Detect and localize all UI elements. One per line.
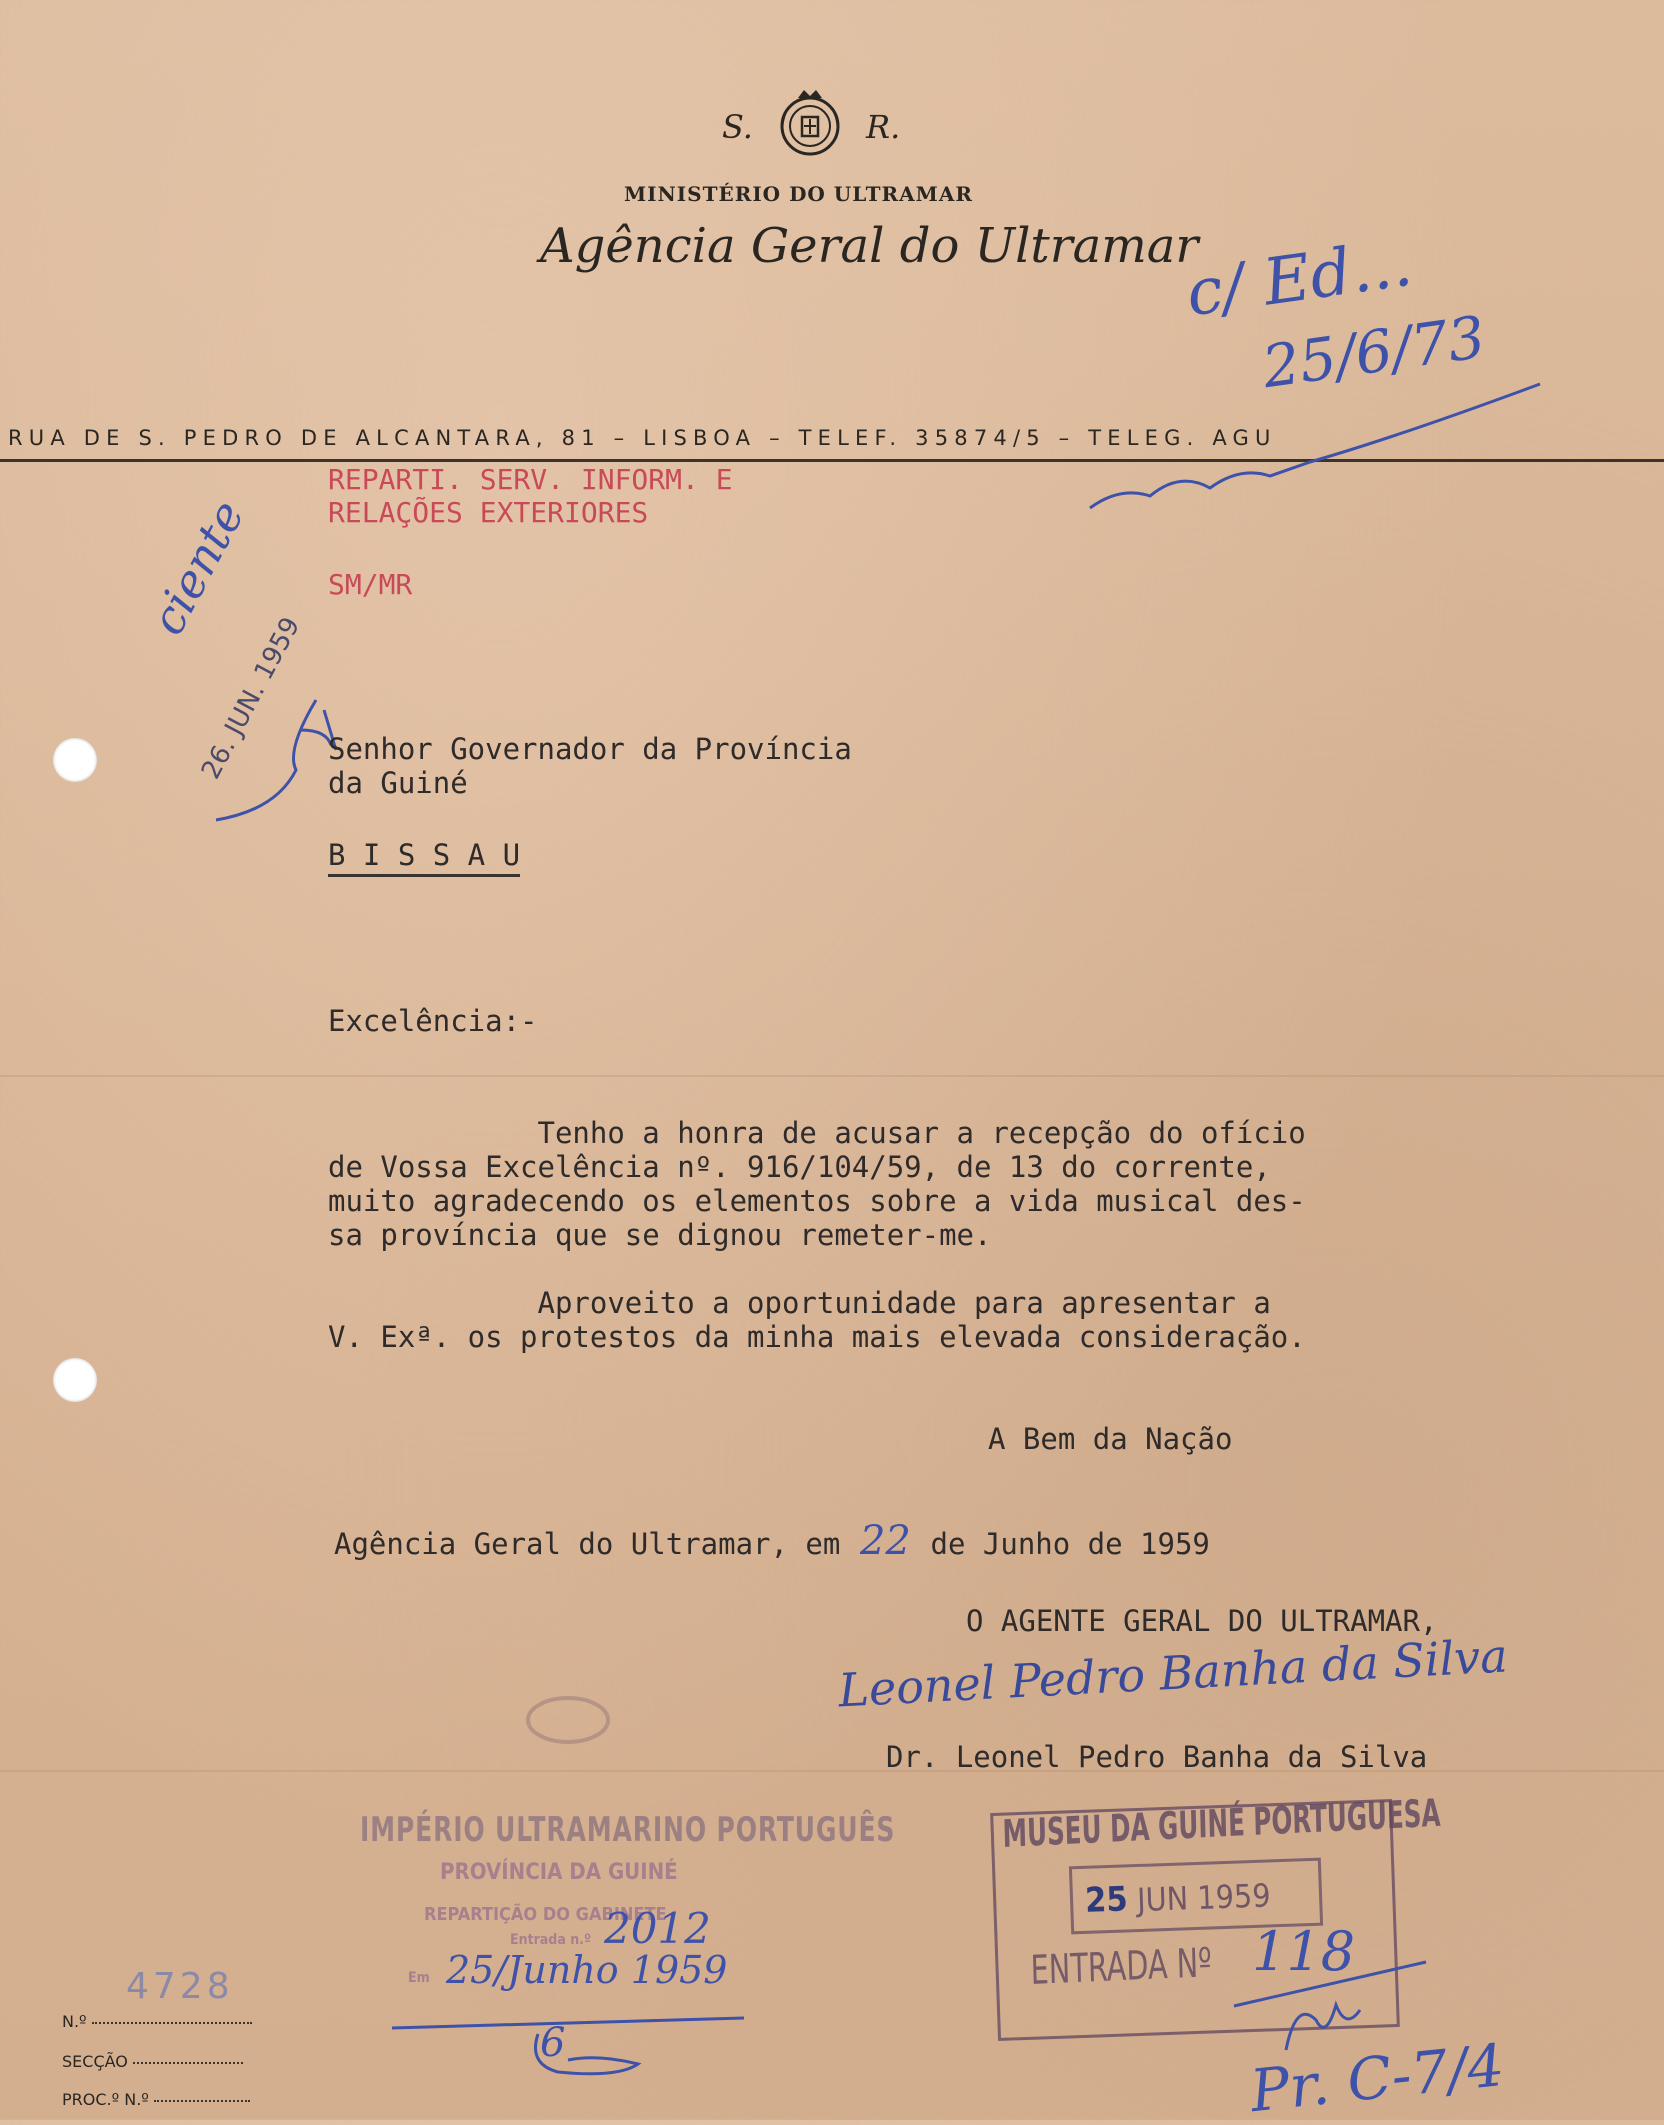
recipient-line1: Senhor Governador da Província: [328, 732, 852, 766]
date-line: [334, 1518, 1210, 1564]
form-dotted-line: [92, 2022, 252, 2024]
annotation-top-line2: 25/6/73: [1258, 302, 1490, 402]
reference-department-line1: REPARTI. SERV. INFORM. E: [328, 463, 733, 496]
date-day-handwritten: 22: [859, 1518, 911, 1564]
handwritten-signature: Leonel Pedro Banha da Silva: [837, 1628, 1509, 1718]
recipient-line2: da Guiné: [328, 766, 468, 800]
form-row-processo: [62, 2090, 250, 2109]
province-stamp-date: 25/Junho 1959: [446, 1948, 728, 1992]
salutation: Excelência:-: [328, 1004, 538, 1038]
form-label-numero: N.º: [62, 2012, 87, 2031]
letterhead-initial-left: S.: [722, 108, 753, 146]
reference-department-line2: RELAÇÕES EXTERIORES: [328, 496, 649, 529]
punch-hole: [53, 1358, 97, 1402]
form-row-seccao: [62, 2052, 243, 2071]
coat-of-arms-icon: [772, 86, 848, 162]
letterhead-initial-right: R.: [866, 108, 901, 146]
annotation-bottom-right: Pr. C-7/4: [1247, 2030, 1508, 2125]
museum-stamp-title: MUSEU DA GUINÉ PORTUGUESA: [1002, 1790, 1442, 1856]
province-stamp-scribble: [388, 1994, 748, 2104]
form-number-value: 4728: [126, 1966, 234, 2007]
signatory-title: O AGENTE GERAL DO ULTRAMAR,: [966, 1604, 1438, 1638]
form-dotted-line: [154, 2100, 250, 2102]
ministry-name: MINISTÉRIO DO ULTRAMAR: [624, 182, 973, 206]
left-initials-scribble: [206, 690, 346, 830]
paragraph-line: sa província que se dignou remeter-me.: [328, 1218, 992, 1252]
left-date-stamp: 26. JUN. 1959: [196, 612, 307, 785]
museum-stamp-date-day: 25: [1084, 1879, 1129, 1921]
body-paragraph-2: [328, 1286, 1306, 1354]
reference-code: SM/MR: [328, 568, 413, 601]
punch-hole: [53, 738, 97, 782]
body-paragraph-1: [328, 1116, 1306, 1252]
date-suffix: de Junho de 1959: [930, 1527, 1210, 1561]
paragraph-line: de Vossa Excelência nº. 916/104/59, de 13 do corrente,: [328, 1150, 1271, 1184]
province-stamp-entry-number: 2012: [604, 1904, 711, 1953]
annotation-top-line1: c/ Ed...: [1181, 226, 1417, 332]
agency-name: Agência Geral do Ultramar: [540, 218, 1199, 274]
signatory-name: Dr. Leonel Pedro Banha da Silva: [886, 1740, 1428, 1774]
form-dotted-line: [133, 2062, 243, 2064]
paragraph-line: V. Exª. os protestos da minha mais elevada consideração.: [328, 1320, 1306, 1354]
paragraph-line: Aproveito a oportunidade para apresentar a: [328, 1286, 1271, 1320]
province-stamp-line3: REPARTIÇÃO DO GABINETE: [424, 1904, 667, 1925]
province-stamp-line2: PROVÍNCIA DA GUINÉ: [440, 1860, 678, 1885]
paper-fold-line: [0, 1075, 1664, 1077]
province-stamp-date-label: Em: [408, 1970, 430, 1986]
museum-stamp-date-rest: JUN 1959: [1136, 1876, 1272, 1920]
scribble-line: [1080, 376, 1550, 526]
annotation-six: 6: [540, 2020, 566, 2066]
form-label-seccao: SECÇÃO: [62, 2052, 128, 2071]
letterhead-address: RUA DE S. PEDRO DE ALCANTARA, 81 – LISBOA – TELEF. 35874/5 – TELEG. AGU: [8, 426, 1277, 450]
province-stamp-entry-label: Entrada n.º: [510, 1932, 592, 1948]
museum-stamp-entry-number: 118: [1252, 1920, 1356, 1983]
form-row-numero: [62, 2012, 252, 2031]
province-stamp-line1: IMPÉRIO ULTRAMARINO PORTUGUÊS: [360, 1810, 896, 1850]
paragraph-line: Tenho a honra de acusar a recepção do ofício: [328, 1116, 1306, 1150]
form-label-processo: PROC.º N.º: [62, 2090, 149, 2109]
paragraph-line: muito agradecendo os elementos sobre a vida musical des-: [328, 1184, 1306, 1218]
annotation-left-note: ciente: [140, 491, 255, 644]
date-prefix: Agência Geral do Ultramar, em: [334, 1527, 841, 1561]
recipient-city: B I S S A U: [328, 838, 520, 877]
closing-formula: A Bem da Nação: [988, 1422, 1233, 1456]
faded-emblem-icon: [518, 1686, 618, 1746]
museum-stamp-entry-label: ENTRADA Nº: [1030, 1940, 1213, 1994]
